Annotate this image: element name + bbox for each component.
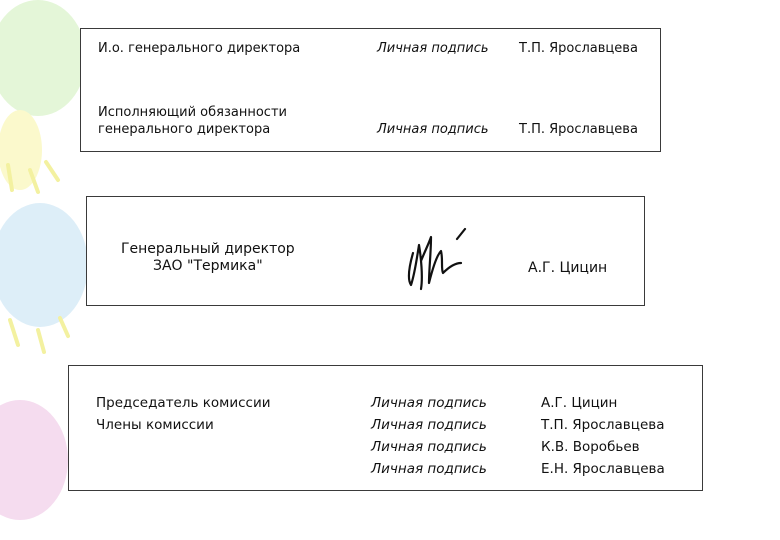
balloon-blue xyxy=(0,203,88,327)
signature-placeholder: Личная подпись xyxy=(371,395,487,411)
director-name: А.Г. Цицин xyxy=(528,260,608,276)
director-title-line1: Генеральный директор xyxy=(121,241,295,257)
signature-block-commission xyxy=(68,365,703,491)
chair-label: Председатель комиссии xyxy=(96,395,271,411)
commission-name: Т.П. Ярославцева xyxy=(541,417,665,433)
director-title-line2: ЗАО "Термика" xyxy=(153,258,263,274)
commission-name: К.В. Воробьев xyxy=(541,439,640,455)
row2-title-line1: Исполняющий обязанности xyxy=(98,105,287,120)
handwritten-signature xyxy=(399,217,479,297)
row2-name: Т.П. Ярославцева xyxy=(519,122,638,137)
balloon-yellow xyxy=(0,110,42,190)
row1-title: И.о. генерального директора xyxy=(98,41,301,56)
row1-signature-placeholder: Личная подпись xyxy=(377,41,489,56)
members-label: Члены комиссии xyxy=(96,417,214,433)
signature-block-general-director xyxy=(86,196,645,306)
row1-name: Т.П. Ярославцева xyxy=(519,41,638,56)
balloon-green xyxy=(0,0,86,116)
signature-placeholder: Личная подпись xyxy=(371,439,487,455)
signature-block-acting-director xyxy=(80,28,661,152)
commission-name: Е.Н. Ярославцева xyxy=(541,461,665,477)
commission-name: А.Г. Цицин xyxy=(541,395,618,411)
row2-signature-placeholder: Личная подпись xyxy=(377,122,489,137)
signature-placeholder: Личная подпись xyxy=(371,417,487,433)
row2-title-line2: генерального директора xyxy=(98,122,271,137)
balloon-pink xyxy=(0,400,68,520)
signature-placeholder: Личная подпись xyxy=(371,461,487,477)
